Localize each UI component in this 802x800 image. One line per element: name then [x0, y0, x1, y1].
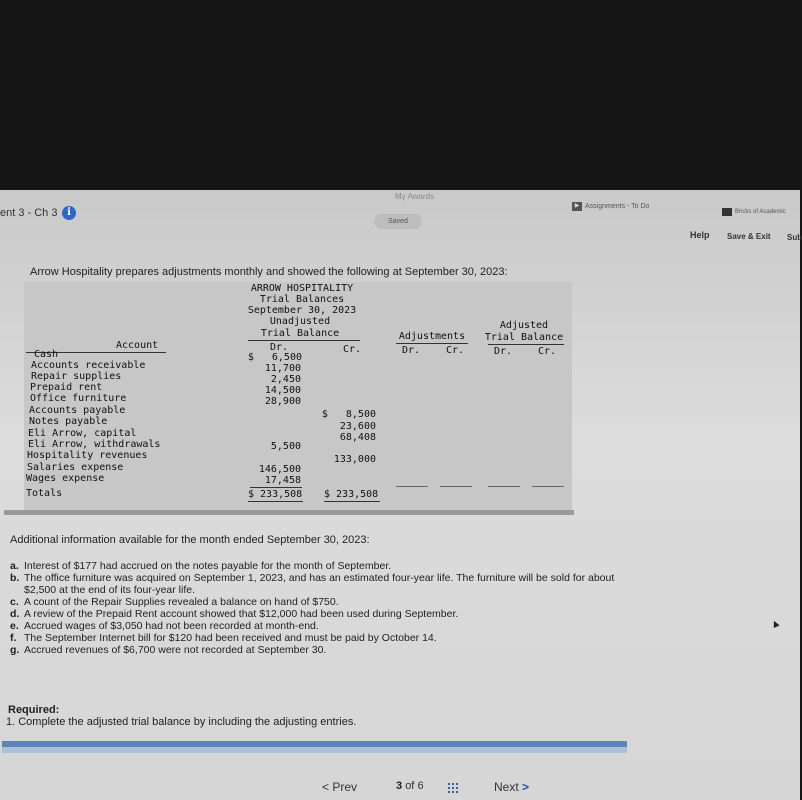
list-item	[10, 632, 437, 644]
tb-unadj-cr-total: $ 233,508	[324, 489, 379, 500]
prev-label: Prev	[332, 780, 358, 794]
tb-unadj-cr-double-line	[324, 501, 380, 502]
awards-link[interactable]: My Awards	[395, 192, 434, 201]
tb-account-header: Account	[116, 340, 159, 351]
list-item	[10, 620, 319, 632]
tb-totals-label: Totals	[26, 488, 63, 499]
tb-adj-cr-header: Cr.	[446, 345, 465, 356]
tb-adjusted-cr-header: Cr.	[538, 346, 557, 357]
trial-balance-scrollbar[interactable]	[4, 510, 574, 515]
tb-adjustments-label: Adjustments	[398, 331, 466, 342]
tb-unadj-dr-value: 28,900	[264, 396, 301, 407]
page-indicator	[396, 780, 424, 792]
save-exit-button[interactable]: Save & Exit	[727, 232, 771, 241]
of-label: of	[405, 780, 415, 792]
grid-icon[interactable]	[447, 782, 459, 794]
chevron-right-icon: >	[522, 780, 530, 794]
next-label: Next	[494, 780, 519, 794]
list-item	[10, 644, 326, 656]
tb-adjusted-dr-header: Dr.	[494, 346, 513, 357]
adj-cr-total-input[interactable]	[440, 486, 472, 487]
item-letter: c.	[10, 596, 19, 608]
play-icon: ▶	[572, 202, 582, 211]
adjusted-dr-total-input[interactable]	[488, 486, 520, 487]
tb-date: September 30, 2023	[247, 305, 357, 316]
tb-unadj-dr-value: $ 6,500	[247, 352, 302, 363]
tb-unadj-dr-value: 17,458	[264, 475, 301, 486]
item-text: Accrued wages of $3,050 had not been recorded at month-end.	[24, 620, 319, 632]
tb-adjusted-underline	[488, 344, 564, 345]
tb-unadjusted-label-2: Trial Balance	[260, 328, 340, 339]
tb-unadj-dr-total-line	[250, 487, 302, 488]
tb-unadj-dr-total: $ 233,508	[248, 489, 303, 500]
assignments-link-label: Assignments - To Do	[585, 203, 650, 210]
item-letter: e.	[10, 620, 19, 632]
tb-unadj-cr-value: 133,000	[333, 454, 376, 465]
item-text: A review of the Prepaid Rent account showed that $12,000 had been used during September.	[24, 608, 459, 620]
tb-unadj-cr-header: Cr.	[343, 344, 362, 355]
info-icon[interactable]: i	[62, 206, 76, 220]
tb-account-name: Wages expense	[26, 473, 105, 484]
tb-company: ARROW HOSPITALITY	[250, 283, 354, 294]
tb-adjusted-label: Adjusted	[499, 320, 549, 331]
mouse-cursor-icon: ▲	[767, 616, 783, 632]
item-text: Interest of $177 had accrued on the notes payable for the month of September.	[24, 560, 392, 572]
tb-unadj-dr-value: 2,450	[270, 374, 301, 385]
tb-unadj-dr-value: 146,500	[258, 464, 301, 475]
adj-dr-total-input[interactable]	[396, 486, 428, 487]
tb-account-name: Repair supplies	[31, 371, 122, 382]
list-item	[10, 560, 391, 572]
item-letter: a.	[10, 560, 19, 572]
item-letter: g.	[10, 644, 20, 656]
book-icon	[722, 208, 732, 216]
required-item-1: 1. Complete the adjusted trial balance by including the adjusting entries.	[6, 716, 357, 728]
top-bar	[0, 190, 800, 254]
tb-account-name: Eli Arrow, capital	[28, 428, 137, 439]
tb-unadj-dr-header: Dr.	[270, 342, 289, 353]
next-button[interactable]	[494, 780, 529, 794]
tb-unadj-dr-value: 14,500	[264, 385, 301, 396]
books-link-label: Bricks of Academic	[735, 209, 786, 215]
tb-report-name: Trial Balances	[259, 294, 345, 305]
tb-unadj-cr-value: 68,408	[339, 432, 376, 443]
list-item	[10, 596, 339, 608]
total-pages: 6	[417, 780, 424, 792]
current-page: 3	[396, 780, 403, 792]
tb-adjusted-label-2: Trial Balance	[484, 332, 564, 343]
item-text: A count of the Repair Supplies revealed a balance on hand of $750.	[24, 596, 339, 608]
help-button[interactable]: Help	[690, 230, 710, 240]
tb-adjustments-underline	[396, 343, 468, 344]
tb-account-name: Accounts receivable	[31, 360, 146, 371]
tb-account-name: Hospitality revenues	[27, 450, 148, 461]
assignments-link[interactable]	[572, 202, 649, 211]
item-letter: b.	[10, 572, 20, 584]
item-text: The September Internet bill for $120 had been received and must be paid by October 14.	[24, 632, 437, 644]
adjusted-cr-total-input[interactable]	[532, 486, 564, 487]
tb-unadjusted-label: Unadjusted	[269, 316, 331, 327]
tb-unadj-cr-value: 23,600	[339, 421, 376, 432]
tb-account-name: Cash	[34, 349, 59, 360]
submit-button[interactable]: Sub	[787, 233, 802, 242]
tb-account-name: Office furniture	[30, 393, 127, 404]
tb-unadj-dr-double-line	[248, 501, 303, 502]
saved-status-badge: Saved	[374, 214, 422, 229]
tb-account-name: Salaries expense	[27, 462, 124, 473]
tb-account-name: Prepaid rent	[30, 382, 103, 393]
pagination-footer	[0, 780, 800, 800]
tb-account-name: Notes payable	[29, 416, 108, 427]
item-letter: d.	[10, 608, 20, 620]
item-text: Accrued revenues of $6,700 were not recorded at September 30.	[24, 644, 327, 656]
tab-bar	[2, 747, 627, 753]
tb-account-name: Eli Arrow, withdrawals	[28, 439, 161, 450]
additional-info-heading: Additional information available for the month ended September 30, 2023:	[10, 534, 370, 546]
prev-button[interactable]	[322, 780, 357, 794]
list-item-continued	[24, 584, 195, 596]
books-link[interactable]	[722, 208, 786, 216]
list-item	[10, 608, 458, 620]
item-letter: f.	[10, 632, 17, 644]
tb-unadjusted-underline	[248, 340, 360, 341]
tb-adj-dr-header: Dr.	[402, 345, 421, 356]
item-text: The office furniture was acquired on September 1, 2023, and has an estimated four-year life. The furniture will be sold for about	[24, 572, 615, 584]
tb-unadj-cr-value: $ 8,500	[321, 409, 376, 420]
tb-unadj-dr-value: 11,700	[264, 363, 301, 374]
assignment-title: ent 3 - Ch 3	[0, 207, 58, 219]
app-screen	[0, 190, 800, 800]
tb-account-name: Accounts payable	[29, 405, 126, 416]
tb-unadj-dr-value: 5,500	[270, 441, 301, 452]
item-text: $2,500 at the end of its four-year life.	[24, 584, 196, 596]
required-heading: Required:	[8, 704, 60, 716]
question-prompt: Arrow Hospitality prepares adjustments monthly and showed the following at September 30, 2023:	[30, 266, 508, 278]
list-item	[10, 572, 614, 584]
chevron-left-icon: <	[322, 780, 330, 794]
